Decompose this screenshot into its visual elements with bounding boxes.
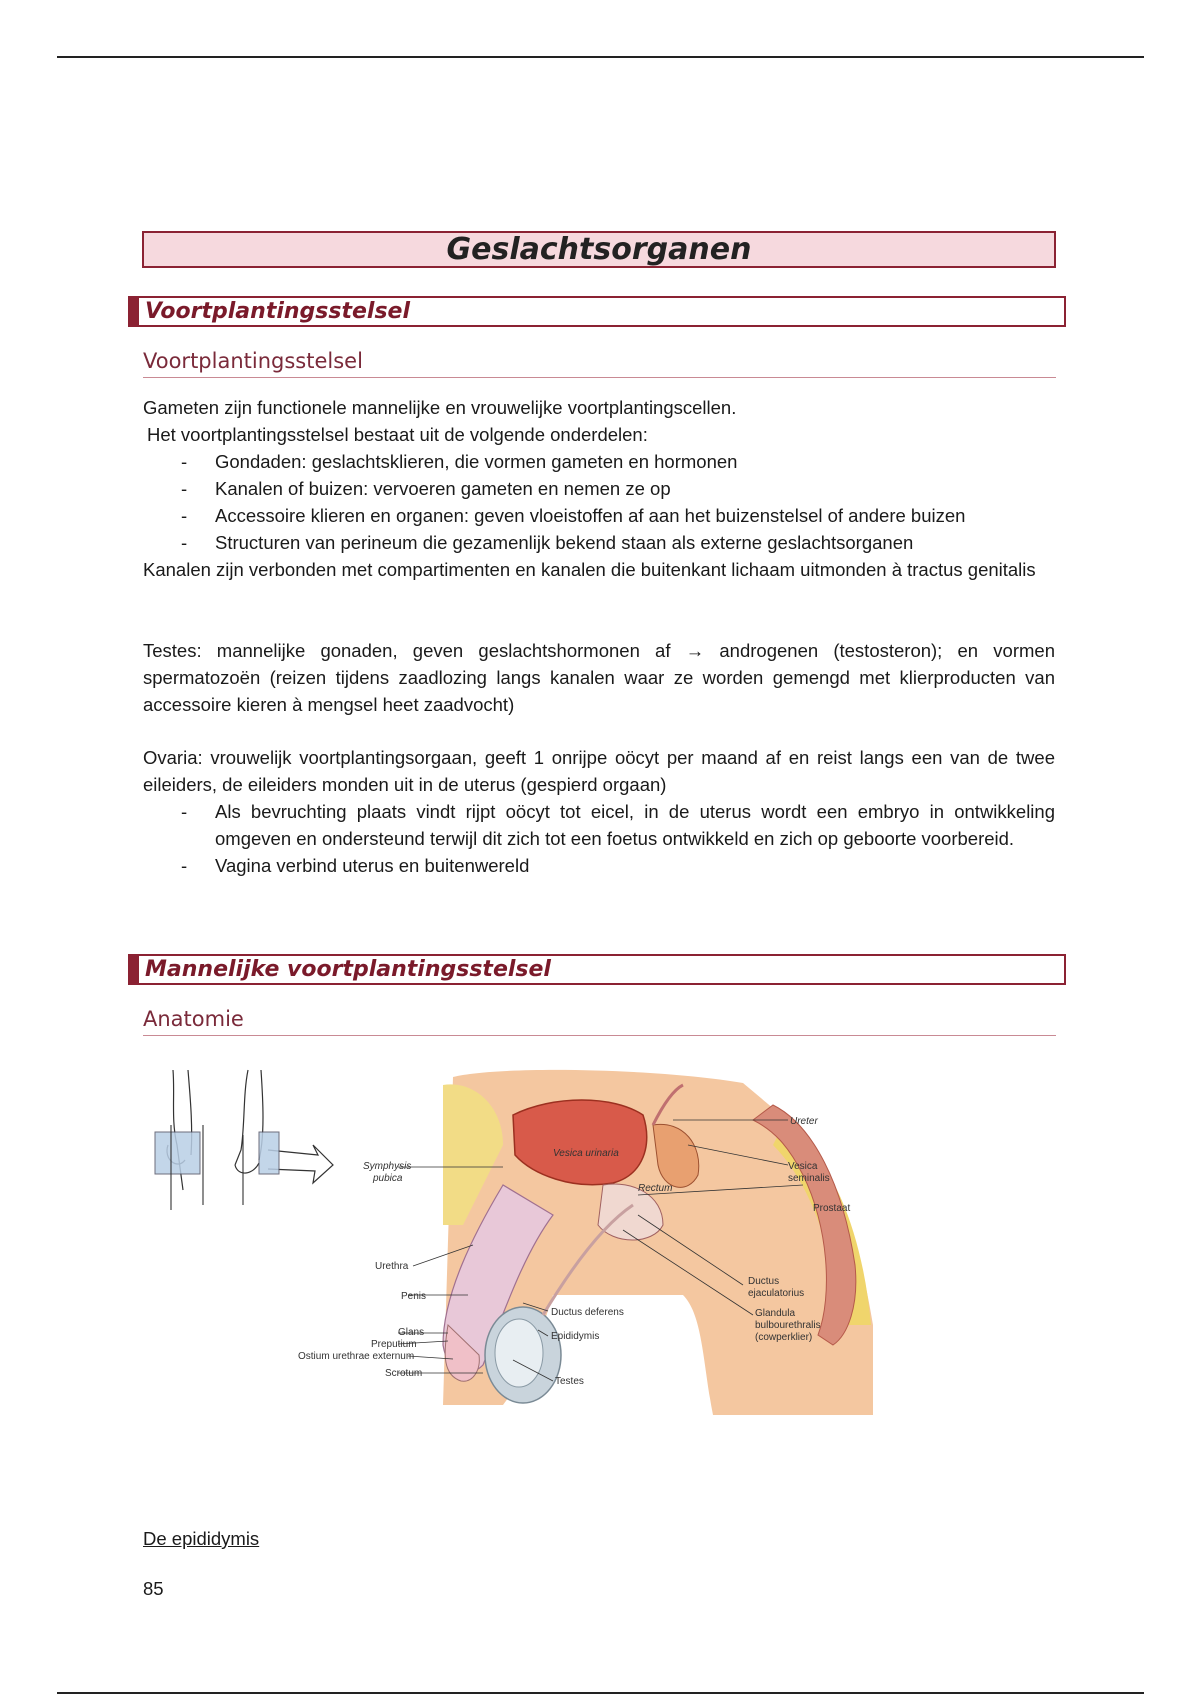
label-testes: Testes bbox=[555, 1376, 584, 1387]
page-title: Geslachtsorganen bbox=[446, 232, 752, 267]
intro-line-2: Het voortplantingsstelsel bestaat uit de volgende onderdelen: bbox=[147, 424, 648, 445]
label-vesica-seminalis-1: Vesica bbox=[788, 1161, 818, 1172]
page-number: 85 bbox=[143, 1578, 164, 1599]
label-vesica-seminalis-2: seminalis bbox=[788, 1173, 830, 1184]
intro-line-1: Gameten zijn functionele mannelijke en vrouwelijke voortplantingscellen. bbox=[143, 397, 737, 418]
label-symphysis-2: pubica bbox=[373, 1173, 403, 1184]
label-vesica-urinaria: Vesica urinaria bbox=[553, 1148, 619, 1159]
section-heading-mannelijke bbox=[128, 954, 1066, 985]
top-rule bbox=[57, 56, 1144, 58]
list-item: - Accessoire klieren en organen: geven vloeistoffen af aan het buizenstelsel of andere buizen bbox=[143, 502, 1055, 529]
subheading-anatomie: Anatomie bbox=[143, 1007, 1056, 1036]
ovaria-list bbox=[143, 798, 1055, 879]
list-item: - Als bevruchting plaats vindt rijpt oöcyt tot eicel, in de uterus wordt een embryo in ontwikkeling omgeven en ondersteund terwijl dit zich tot een foetus ontwikkeld en zich op geboorte voorbereid. bbox=[143, 798, 1055, 852]
label-preputium: Preputium bbox=[371, 1339, 417, 1350]
anatomy-figure bbox=[143, 1065, 943, 1439]
label-rectum: Rectum bbox=[638, 1183, 673, 1194]
label-epididymis: Epididymis bbox=[551, 1331, 600, 1342]
label-ductus-deferens: Ductus deferens bbox=[551, 1307, 624, 1318]
label-urethra: Urethra bbox=[375, 1261, 409, 1272]
list-item: - Gondaden: geslachtsklieren, die vormen gameten en hormonen bbox=[143, 448, 1055, 475]
label-ostium: Ostium urethrae externum bbox=[298, 1351, 415, 1362]
label-ductus-ejac-1: Ductus bbox=[748, 1276, 780, 1287]
label-ductus-ejac-2: ejaculatorius bbox=[748, 1288, 805, 1299]
ovaria-block bbox=[143, 744, 1055, 879]
intro-block bbox=[143, 394, 1055, 583]
ovaria-paragraph: Ovaria: vrouwelijk voortplantingsorgaan, geeft 1 onrijpe oöcyt per maand af en reist langs een van de twee eileiders, de eileiders monden uit in de uterus (gespierd orgaan) bbox=[143, 747, 1055, 795]
male-reproductive-anatomy-illustration bbox=[143, 1065, 943, 1439]
label-glandula-3: (cowperklier) bbox=[755, 1332, 813, 1343]
label-symphysis-1: Symphysis bbox=[363, 1161, 412, 1172]
list-item: - Kanalen of buizen: vervoeren gameten en nemen ze op bbox=[143, 475, 1055, 502]
label-ureter: Ureter bbox=[790, 1116, 818, 1127]
label-glandula-2: bulbourethralis bbox=[755, 1320, 821, 1331]
list-item: - Vagina verbind uterus en buitenwereld bbox=[143, 852, 1055, 879]
page-title-box bbox=[142, 231, 1056, 268]
section-heading-voortplantingsstelsel bbox=[128, 296, 1066, 327]
bottom-rule bbox=[57, 1692, 1144, 1694]
list-item: - Structuren van perineum die gezamenlijk bekend staan als externe geslachtsorganen bbox=[143, 529, 1055, 556]
epididymis-heading: De epididymis bbox=[143, 1528, 260, 1549]
label-penis: Penis bbox=[401, 1291, 427, 1302]
parts-list bbox=[143, 448, 1055, 556]
label-glans: Glans bbox=[398, 1327, 425, 1338]
subheading-voortplantingsstelsel: Voortplantingsstelsel bbox=[143, 349, 1056, 378]
label-scrotum: Scrotum bbox=[385, 1368, 423, 1379]
kanalen-paragraph: Kanalen zijn verbonden met compartimenten en kanalen die buitenkant lichaam uitmonden à tractus genitalis bbox=[143, 559, 1036, 580]
label-glandula-1: Glandula bbox=[755, 1308, 796, 1319]
label-prostaat: Prostaat bbox=[813, 1203, 851, 1214]
testes-paragraph: Testes: mannelijke gonaden, geven geslachtshormonen af → androgenen (testosteron); en vormen spermatozoën (reizen tijdens zaadlozing langs kanalen waar ze worden gemengd met klierproducten van accessoire kieren à mengsel heet zaadvocht) bbox=[143, 640, 1055, 715]
section-heading-text: Voortplantingsstelsel bbox=[145, 299, 411, 324]
section-heading-text: Mannelijke voortplantingsstelsel bbox=[145, 957, 551, 982]
